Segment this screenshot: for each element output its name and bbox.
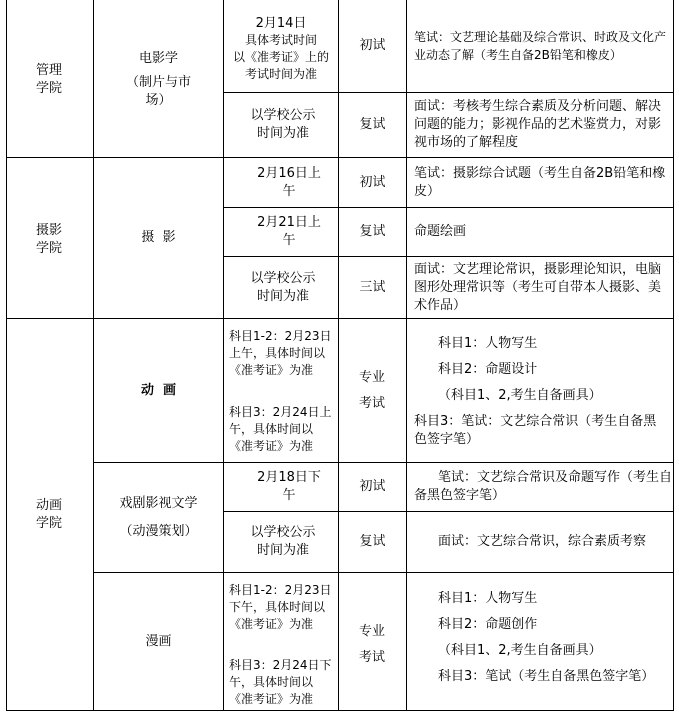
major-name bbox=[94, 463, 223, 572]
exam-round bbox=[357, 620, 387, 670]
exam-subject: （科目1、2,考生自备画具） bbox=[438, 643, 602, 658]
major-sublabel: （制片与市场） bbox=[125, 75, 191, 108]
exam-round-label: 复试 bbox=[359, 117, 386, 132]
exam-round bbox=[339, 0, 406, 92]
column-divider bbox=[6, 0, 7, 711]
exam-round-label: 初试 bbox=[359, 174, 386, 190]
exam-time-text: 以学校公示时间为准 bbox=[250, 108, 316, 141]
exam-round-label: 三试 bbox=[359, 279, 386, 295]
exam-subject: （科目1、2,考生自备画具） bbox=[438, 388, 602, 403]
exam-time bbox=[254, 463, 324, 511]
column-divider bbox=[673, 0, 674, 711]
exam-time bbox=[229, 657, 335, 709]
exam-round bbox=[339, 158, 406, 207]
exam-subject: 科目2：命题创作 bbox=[438, 617, 538, 632]
exam-content bbox=[410, 512, 672, 572]
exam-round bbox=[339, 463, 406, 511]
exam-time-text: 以学校公示时间为准 bbox=[250, 270, 316, 304]
exam-subject: 科目3：笔试：文艺综合常识（考生自备黑色签字笔） bbox=[414, 414, 657, 447]
exam-subject: 科目2：命题设计 bbox=[438, 362, 538, 377]
major-name bbox=[94, 319, 223, 462]
exam-round-label: 专业考试 bbox=[358, 370, 385, 411]
exam-time-text: 2月21日上午 bbox=[257, 215, 321, 248]
major-label: 电影学 bbox=[138, 51, 178, 66]
exam-round bbox=[357, 366, 387, 416]
exam-time bbox=[229, 404, 335, 460]
exam-round-label: 复试 bbox=[359, 534, 386, 549]
exam-content bbox=[410, 257, 672, 318]
exam-time bbox=[248, 93, 318, 157]
exam-time bbox=[229, 582, 335, 642]
exam-content-text: 面试：文艺综合常识，综合素质考察 bbox=[438, 534, 647, 549]
exam-time-text: 以学校公示时间为准 bbox=[250, 525, 316, 558]
exam-time bbox=[248, 257, 318, 318]
exam-time bbox=[224, 6, 338, 92]
exam-content-text: 笔试：文艺综合常识及命题写作（考生自备黑色签字笔） bbox=[414, 470, 673, 503]
exam-content bbox=[410, 586, 672, 710]
exam-time bbox=[254, 208, 324, 256]
exam-content bbox=[410, 93, 672, 157]
major-name bbox=[94, 40, 223, 120]
exam-round bbox=[339, 93, 406, 157]
exam-content-text: 笔试：摄影综合试题（考生自备2B铅笔和橡皮） bbox=[414, 165, 666, 199]
exam-date: 2月14日 bbox=[255, 16, 307, 31]
exam-round bbox=[339, 512, 406, 572]
exam-subject: 科目1：人物写生 bbox=[438, 591, 538, 606]
exam-time bbox=[254, 158, 324, 207]
major-sublabel: （动漫策划） bbox=[119, 523, 198, 539]
college-name bbox=[34, 200, 64, 280]
major-name bbox=[94, 573, 223, 710]
major-name bbox=[94, 158, 223, 318]
exam-subject: 科目3：笔试（考生自备黑色签字笔） bbox=[438, 669, 655, 684]
exam-time-note: 以《准考证》上的 bbox=[232, 50, 329, 64]
exam-round-label: 复试 bbox=[359, 224, 386, 239]
major-label: 漫画 bbox=[145, 633, 172, 649]
exam-content-text: 面试：文艺理论常识，摄影理论知识，电脑图形处理常识等（考生可自带本人摄影、美术作品） bbox=[414, 261, 662, 313]
major-label: 戏剧影视文学 bbox=[119, 495, 198, 511]
exam-content-text: 面试：考核考生综合素质及分析问题、解决问题的能力；影视作品的艺术鉴赏力，对影视市场的了解程度 bbox=[414, 99, 662, 150]
exam-time-text: 科目1-2：2月23日下午，具体时间以《准考证》为准 bbox=[229, 583, 332, 631]
exam-time-text: 科目3：2月24日下午，具体时间以《准考证》为准 bbox=[229, 658, 332, 706]
college-label: 动画学院 bbox=[35, 498, 62, 531]
college-label: 摄影学院 bbox=[35, 223, 62, 256]
college-label: 管理学院 bbox=[35, 63, 62, 96]
exam-time bbox=[229, 328, 335, 388]
exam-content-text: 笔试：文艺理论基础及综合常识、时政及文化产业动态了解（考生自备2B铅笔和橡皮） bbox=[414, 30, 667, 62]
exam-round-label: 专业考试 bbox=[358, 624, 385, 665]
exam-time bbox=[248, 512, 318, 572]
major-label: 动 画 bbox=[140, 382, 177, 398]
exam-subject: 科目1：人物写生 bbox=[438, 336, 538, 351]
exam-time-note: 具体考试时间 bbox=[244, 33, 317, 47]
exam-round-label: 初试 bbox=[359, 479, 386, 494]
column-divider bbox=[223, 0, 224, 711]
exam-time-text: 科目1-2：2月23日上午，具体时间以《准考证》为准 bbox=[229, 329, 332, 377]
exam-round bbox=[339, 208, 406, 256]
exam-content bbox=[410, 208, 672, 256]
exam-time-note: 考试时间为准 bbox=[244, 67, 317, 81]
college-name bbox=[34, 40, 64, 120]
exam-content bbox=[410, 158, 672, 207]
exam-content bbox=[410, 463, 672, 511]
exam-time-text: 2月16日上午 bbox=[257, 165, 321, 199]
row-divider bbox=[6, 710, 674, 711]
exam-round bbox=[339, 257, 406, 318]
exam-content-text: 命题绘画 bbox=[414, 224, 467, 239]
exam-round-label: 初试 bbox=[359, 38, 386, 53]
college-name bbox=[34, 475, 64, 555]
exam-content bbox=[410, 331, 672, 461]
exam-content bbox=[410, 0, 672, 92]
major-label: 摄 影 bbox=[141, 230, 176, 245]
exam-time-text: 2月18日下午 bbox=[257, 470, 321, 503]
exam-time-text: 科目3：2月24日上午，具体时间以《准考证》为准 bbox=[229, 405, 332, 453]
column-divider bbox=[406, 0, 407, 711]
